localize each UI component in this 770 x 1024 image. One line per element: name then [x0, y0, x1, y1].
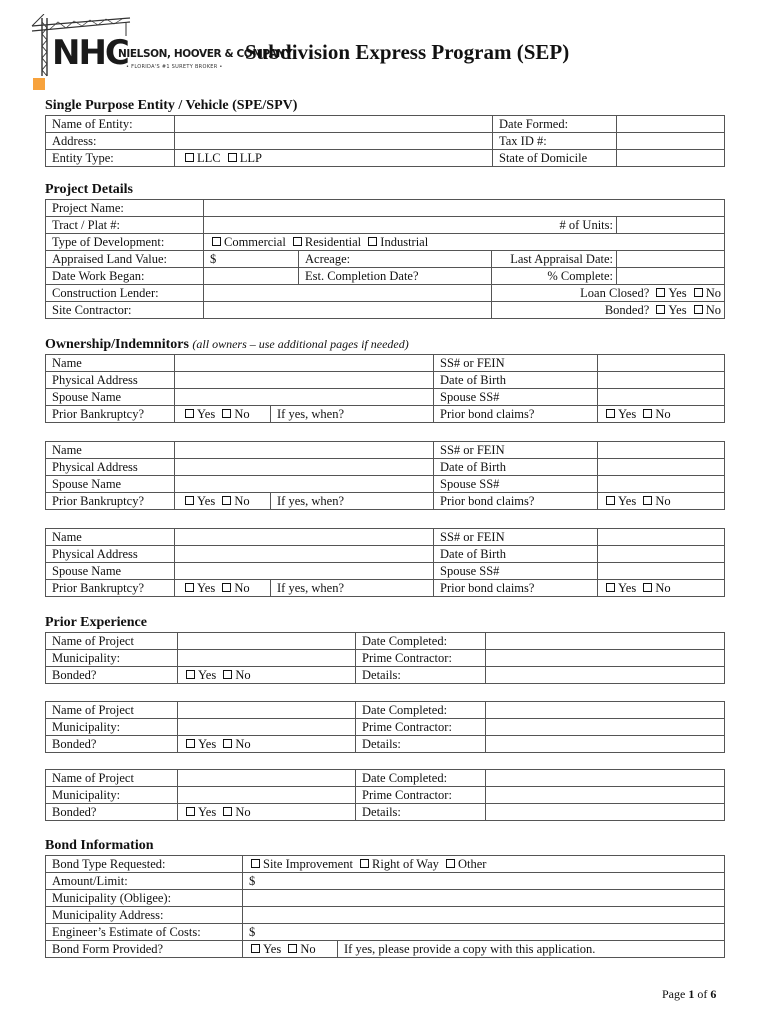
yes-label: Yes: [263, 941, 282, 956]
obligee-label: Municipality (Obligee):: [46, 890, 243, 907]
estimate-label: Engineer’s Estimate of Costs:: [46, 924, 243, 941]
bonded-no-checkbox[interactable]: [223, 739, 232, 748]
bond-claims-label: Prior bond claims?: [434, 406, 598, 423]
bonded-label: Bonded?: [46, 804, 178, 821]
appraisal-date-label: Last Appraisal Date:: [492, 251, 617, 268]
table-row: [46, 285, 725, 302]
yes-label: Yes: [618, 406, 637, 421]
obligee-field[interactable]: [243, 890, 725, 907]
bonded-yes-checkbox[interactable]: [656, 305, 665, 314]
municipality-address-field[interactable]: [243, 907, 725, 924]
table-row: [46, 650, 725, 667]
table-row: [46, 355, 725, 372]
bankruptcy-label: Prior Bankruptcy?: [46, 493, 175, 510]
table-row: [46, 736, 725, 753]
project-name-label: Project Name:: [46, 200, 204, 217]
bankruptcy-label: Prior Bankruptcy?: [46, 580, 175, 597]
bankruptcy-options: [175, 493, 271, 510]
claims-no-checkbox[interactable]: [643, 409, 652, 418]
details-field[interactable]: [486, 804, 725, 821]
spe-heading: Single Purpose Entity / Vehicle (SPE/SPV): [45, 98, 298, 113]
llp-checkbox[interactable]: [228, 153, 237, 162]
details-label: Details:: [356, 804, 486, 821]
details-label: Details:: [356, 667, 486, 684]
project-heading: Project Details: [45, 182, 133, 197]
date-formed-field[interactable]: [617, 116, 725, 133]
table-row: [46, 941, 725, 958]
dob-field[interactable]: [598, 546, 725, 563]
page-word: Page: [662, 987, 686, 1001]
table-row: [46, 873, 725, 890]
table-row: [46, 150, 725, 167]
owner-name-field[interactable]: [175, 529, 434, 546]
bond-form-yes-checkbox[interactable]: [251, 944, 260, 953]
spouse-ssn-label: Spouse SS#: [434, 476, 598, 493]
project-name-field[interactable]: [178, 702, 356, 719]
completion-date-label: Est. Completion Date?: [299, 268, 492, 285]
land-value-field[interactable]: $: [204, 251, 299, 268]
physical-address-field[interactable]: [175, 546, 434, 563]
bankruptcy-yes-checkbox[interactable]: [185, 496, 194, 505]
bond-claims-label: Prior bond claims?: [434, 580, 598, 597]
prime-contractor-field[interactable]: [486, 719, 725, 736]
units-label: # of Units:: [204, 217, 617, 234]
table-row: [46, 302, 725, 319]
table-row: [46, 580, 725, 597]
address-field[interactable]: [175, 133, 493, 150]
experience-heading: Prior Experience: [45, 615, 147, 630]
date-completed-label: Date Completed:: [356, 770, 486, 787]
page-title: Subdivision Express Program (SEP): [245, 40, 570, 64]
table-row: [46, 787, 725, 804]
ssn-field[interactable]: [598, 355, 725, 372]
claims-no-checkbox[interactable]: [643, 583, 652, 592]
llc-label: LLC: [197, 150, 221, 165]
bonded-options: [178, 736, 356, 753]
company-tagline: • FLORIDA'S #1 SURETY BROKER •: [126, 64, 223, 70]
units-field[interactable]: [617, 217, 725, 234]
spouse-name-label: Spouse Name: [46, 389, 175, 406]
dev-type-label: Type of Development:: [46, 234, 204, 251]
lender-label: Construction Lender:: [46, 285, 204, 302]
date-completed-field[interactable]: [486, 770, 725, 787]
owner-name-label: Name: [46, 442, 175, 459]
ssn-label: SS# or FEIN: [434, 442, 598, 459]
bond-claims-label: Prior bond claims?: [434, 493, 598, 510]
experience-block-2: [45, 701, 725, 753]
domicile-label: State of Domicile: [493, 150, 617, 167]
prime-contractor-label: Prime Contractor:: [356, 787, 486, 804]
claims-yes-checkbox[interactable]: [606, 409, 615, 418]
physical-address-label: Physical Address: [46, 372, 175, 389]
municipality-label: Municipality:: [46, 719, 178, 736]
lender-field[interactable]: [204, 285, 492, 302]
amount-field[interactable]: $: [243, 873, 725, 890]
no-label: No: [235, 804, 251, 819]
amount-label: Amount/Limit:: [46, 873, 243, 890]
complete-label: % Complete:: [492, 268, 617, 285]
table-row: [46, 476, 725, 493]
owner-name-label: Name: [46, 355, 175, 372]
bankruptcy-when-field[interactable]: If yes, when?: [271, 493, 434, 510]
no-label: No: [235, 736, 251, 751]
physical-address-label: Physical Address: [46, 546, 175, 563]
bonded-row: [492, 302, 725, 319]
company-name: NIELSON, HOOVER & COMPANY: [118, 48, 293, 60]
date-formed-label: Date Formed:: [493, 116, 617, 133]
spouse-name-field[interactable]: [175, 476, 434, 493]
experience-block-3: [45, 769, 725, 821]
table-row: [46, 133, 725, 150]
bond-heading: Bond Information: [45, 838, 154, 853]
bonded-no-checkbox[interactable]: [694, 305, 703, 314]
tax-id-field[interactable]: [617, 133, 725, 150]
bankruptcy-options: [175, 580, 271, 597]
bonded-yes-checkbox[interactable]: [186, 739, 195, 748]
bankruptcy-options: [175, 406, 271, 423]
yes-label: Yes: [618, 493, 637, 508]
site-improvement-checkbox[interactable]: [251, 859, 260, 868]
prime-contractor-field[interactable]: [486, 650, 725, 667]
details-label: Details:: [356, 736, 486, 753]
owner-name-field[interactable]: [175, 355, 434, 372]
copy-note: If yes, please provide a copy with this application.: [338, 941, 725, 958]
bond-type-options: [243, 856, 725, 873]
spouse-ssn-label: Spouse SS#: [434, 389, 598, 406]
spouse-name-label: Spouse Name: [46, 563, 175, 580]
table-row: [46, 217, 725, 234]
claims-yes-checkbox[interactable]: [606, 496, 615, 505]
municipality-field[interactable]: [178, 650, 356, 667]
residential-label: Residential: [304, 234, 362, 249]
spouse-ssn-field[interactable]: [598, 476, 725, 493]
date-completed-label: Date Completed:: [356, 633, 486, 650]
table-row: [46, 924, 725, 941]
dob-field[interactable]: [598, 372, 725, 389]
table-row: [46, 529, 725, 546]
ownership-note: (all owners – use additional pages if needed): [192, 337, 409, 351]
physical-address-field[interactable]: [175, 459, 434, 476]
dev-type-options: [204, 234, 725, 251]
appraisal-date-field[interactable]: [617, 251, 725, 268]
spouse-ssn-field[interactable]: [598, 563, 725, 580]
bond-form-options: [243, 941, 338, 958]
tract-label: Tract / Plat #:: [46, 217, 204, 234]
bond-form-label: Bond Form Provided?: [46, 941, 243, 958]
table-row: [46, 200, 725, 217]
municipality-address-label: Municipality Address:: [46, 907, 243, 924]
no-label: No: [655, 493, 671, 508]
complete-field[interactable]: [617, 268, 725, 285]
table-row: [46, 770, 725, 787]
other-checkbox[interactable]: [446, 859, 455, 868]
entity-name-label: Name of Entity:: [46, 116, 175, 133]
bonded-label: Bonded?: [46, 667, 178, 684]
ssn-field[interactable]: [598, 529, 725, 546]
of-word: of: [697, 987, 708, 1001]
work-began-label: Date Work Began:: [46, 268, 204, 285]
table-row: [46, 459, 725, 476]
owner-name-field[interactable]: [175, 442, 434, 459]
project-name-label: Name of Project: [46, 770, 178, 787]
dob-label: Date of Birth: [434, 546, 598, 563]
table-row: [46, 667, 725, 684]
industrial-label: Industrial: [380, 234, 429, 249]
residential-checkbox[interactable]: [293, 237, 302, 246]
entity-name-field[interactable]: [175, 116, 493, 133]
table-row: [46, 719, 725, 736]
no-label: No: [705, 302, 721, 317]
bond-type-label: Bond Type Requested:: [46, 856, 243, 873]
no-label: No: [235, 667, 251, 682]
ownership-title: Ownership/Indemnitors: [45, 337, 189, 352]
spouse-ssn-label: Spouse SS#: [434, 563, 598, 580]
no-label: No: [234, 580, 250, 595]
yes-label: Yes: [668, 302, 687, 317]
bankruptcy-label: Prior Bankruptcy?: [46, 406, 175, 423]
bankruptcy-when-field[interactable]: If yes, when?: [271, 580, 434, 597]
no-label: No: [655, 580, 671, 595]
prime-contractor-field[interactable]: [486, 787, 725, 804]
project-name-label: Name of Project: [46, 702, 178, 719]
project-table: [45, 199, 725, 319]
page-total: 6: [710, 987, 717, 1001]
project-name-label: Name of Project: [46, 633, 178, 650]
bonded-options: [178, 804, 356, 821]
bonded-no-checkbox[interactable]: [223, 670, 232, 679]
bankruptcy-no-checkbox[interactable]: [222, 583, 231, 592]
loan-closed-no-checkbox[interactable]: [694, 288, 703, 297]
physical-address-field[interactable]: [175, 372, 434, 389]
commercial-label: Commercial: [224, 234, 286, 249]
llc-checkbox[interactable]: [185, 153, 194, 162]
acreage-label: Acreage:: [299, 251, 492, 268]
bonded-yes-checkbox[interactable]: [186, 807, 195, 816]
municipality-field[interactable]: [178, 787, 356, 804]
llp-label: LLP: [239, 150, 262, 165]
table-row: [46, 372, 725, 389]
yes-label: Yes: [198, 804, 217, 819]
claims-no-checkbox[interactable]: [643, 496, 652, 505]
municipality-label: Municipality:: [46, 787, 178, 804]
yes-label: Yes: [618, 580, 637, 595]
bond-form-no-checkbox[interactable]: [288, 944, 297, 953]
date-completed-label: Date Completed:: [356, 702, 486, 719]
yes-label: Yes: [197, 493, 216, 508]
spouse-name-field[interactable]: [175, 563, 434, 580]
no-label: No: [655, 406, 671, 421]
table-row: [46, 856, 725, 873]
owner-block-3: [45, 528, 725, 597]
no-label: No: [234, 493, 250, 508]
spouse-name-field[interactable]: [175, 389, 434, 406]
no-label: No: [234, 406, 250, 421]
table-row: [46, 563, 725, 580]
ownership-heading: [45, 337, 409, 353]
address-label: Address:: [46, 133, 175, 150]
bonded-options: [178, 667, 356, 684]
dob-field[interactable]: [598, 459, 725, 476]
project-name-field[interactable]: [178, 633, 356, 650]
yes-label: Yes: [198, 667, 217, 682]
prime-contractor-label: Prime Contractor:: [356, 650, 486, 667]
table-row: [46, 406, 725, 423]
date-completed-field[interactable]: [486, 702, 725, 719]
details-field[interactable]: [486, 667, 725, 684]
logo-letters: NHC: [52, 33, 128, 73]
table-row: [46, 702, 725, 719]
no-label: No: [705, 285, 721, 300]
table-row: [46, 442, 725, 459]
work-began-field[interactable]: [204, 268, 299, 285]
site-contractor-label: Site Contractor:: [46, 302, 204, 319]
loan-closed-row: [492, 285, 725, 302]
bankruptcy-yes-checkbox[interactable]: [185, 409, 194, 418]
table-row: [46, 234, 725, 251]
spe-table: [45, 115, 725, 167]
bonded-label: Bonded?: [46, 736, 178, 753]
table-row: [46, 907, 725, 924]
industrial-checkbox[interactable]: [368, 237, 377, 246]
experience-block-1: [45, 632, 725, 684]
claims-yes-checkbox[interactable]: [606, 583, 615, 592]
company-logo: [30, 14, 293, 94]
right-of-way-checkbox[interactable]: [360, 859, 369, 868]
project-name-field[interactable]: [204, 200, 725, 217]
table-row: [46, 268, 725, 285]
physical-address-label: Physical Address: [46, 459, 175, 476]
table-row: [46, 493, 725, 510]
dob-label: Date of Birth: [434, 459, 598, 476]
loan-closed-yes-checkbox[interactable]: [656, 288, 665, 297]
bonded-label: Bonded?: [604, 302, 650, 317]
page-number: [662, 987, 716, 1002]
project-name-field[interactable]: [178, 770, 356, 787]
page-current: 1: [688, 987, 695, 1001]
municipality-label: Municipality:: [46, 650, 178, 667]
yes-label: Yes: [197, 580, 216, 595]
spouse-ssn-field[interactable]: [598, 389, 725, 406]
ssn-field[interactable]: [598, 442, 725, 459]
claims-options: [598, 493, 725, 510]
municipality-field[interactable]: [178, 719, 356, 736]
owner-block-2: [45, 441, 725, 510]
land-value-label: Appraised Land Value:: [46, 251, 204, 268]
details-field[interactable]: [486, 736, 725, 753]
site-improvement-label: Site Improvement: [263, 856, 353, 871]
ssn-label: SS# or FEIN: [434, 355, 598, 372]
claims-options: [598, 580, 725, 597]
domicile-field[interactable]: [617, 150, 725, 167]
bonded-no-checkbox[interactable]: [223, 807, 232, 816]
no-label: No: [300, 941, 316, 956]
yes-label: Yes: [668, 285, 687, 300]
entity-type-options: [175, 150, 493, 167]
site-contractor-field[interactable]: [204, 302, 492, 319]
owner-block-1: [45, 354, 725, 423]
yes-label: Yes: [198, 736, 217, 751]
bankruptcy-no-checkbox[interactable]: [222, 409, 231, 418]
prime-contractor-label: Prime Contractor:: [356, 719, 486, 736]
bankruptcy-yes-checkbox[interactable]: [185, 583, 194, 592]
table-row: [46, 546, 725, 563]
owner-name-label: Name: [46, 529, 175, 546]
claims-options: [598, 406, 725, 423]
table-row: [46, 389, 725, 406]
yes-label: Yes: [197, 406, 216, 421]
table-row: [46, 116, 725, 133]
estimate-field[interactable]: $: [243, 924, 725, 941]
loan-closed-label: Loan Closed?: [580, 285, 650, 300]
bond-table: [45, 855, 725, 958]
bankruptcy-when-field[interactable]: If yes, when?: [271, 406, 434, 423]
right-of-way-label: Right of Way: [372, 856, 439, 871]
tax-id-label: Tax ID #:: [493, 133, 617, 150]
table-row: [46, 251, 725, 268]
commercial-checkbox[interactable]: [212, 237, 221, 246]
dob-label: Date of Birth: [434, 372, 598, 389]
spouse-name-label: Spouse Name: [46, 476, 175, 493]
entity-type-label: Entity Type:: [46, 150, 175, 167]
table-row: [46, 804, 725, 821]
bonded-yes-checkbox[interactable]: [186, 670, 195, 679]
table-row: [46, 890, 725, 907]
date-completed-field[interactable]: [486, 633, 725, 650]
ssn-label: SS# or FEIN: [434, 529, 598, 546]
bankruptcy-no-checkbox[interactable]: [222, 496, 231, 505]
other-label: Other: [458, 856, 487, 871]
table-row: [46, 633, 725, 650]
